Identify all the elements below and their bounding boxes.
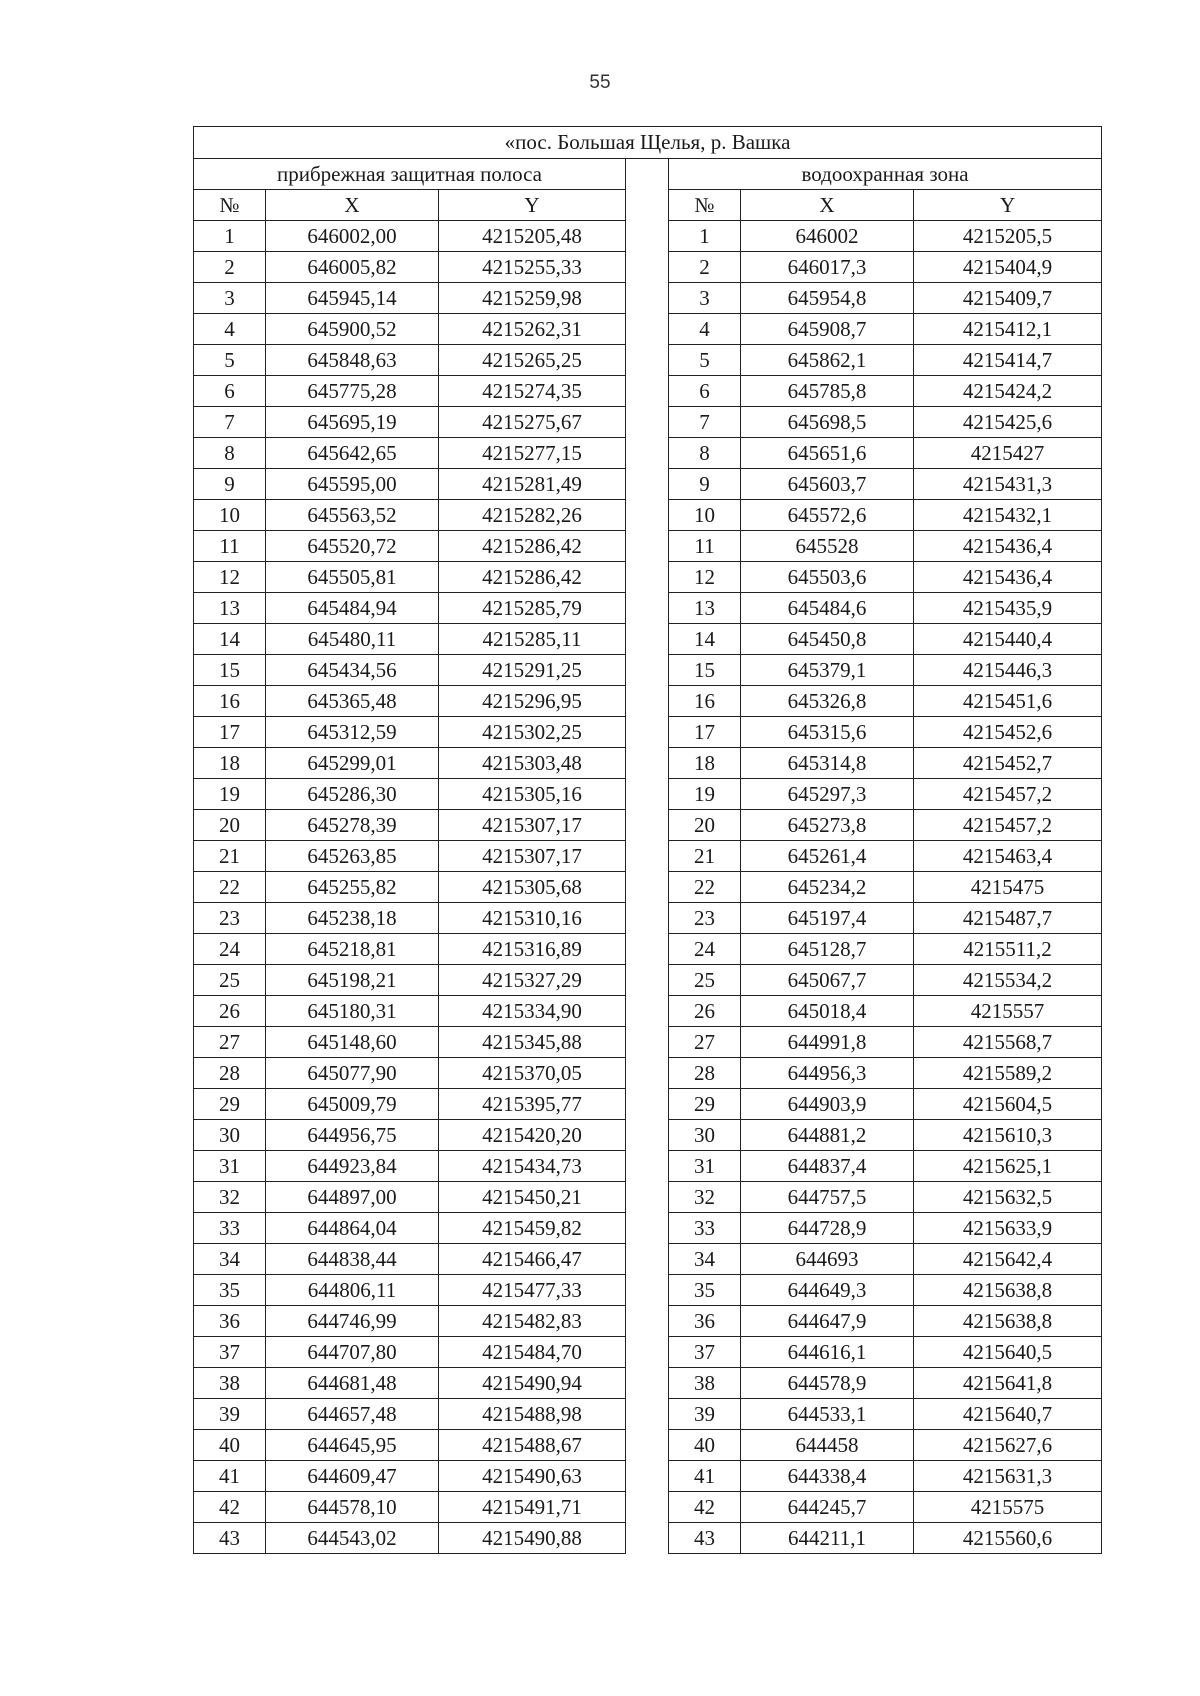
left-x-value: 645218,81: [266, 934, 439, 965]
left-y-value: 4215296,95: [439, 686, 626, 717]
left-x-value: 645480,11: [266, 624, 439, 655]
right-point-number: 15: [669, 655, 741, 686]
left-x-value: 645180,31: [266, 996, 439, 1027]
right-point-number: 5: [669, 345, 741, 376]
right-x-value: 645067,7: [741, 965, 914, 996]
right-x-value: 645315,6: [741, 717, 914, 748]
left-point-number: 4: [194, 314, 266, 345]
right-y-value: 4215560,6: [914, 1523, 1102, 1554]
right-x-value: 644533,1: [741, 1399, 914, 1430]
left-point-number: 14: [194, 624, 266, 655]
left-y-value: 4215490,88: [439, 1523, 626, 1554]
right-y-value: 4215625,1: [914, 1151, 1102, 1182]
left-x-value: 645434,56: [266, 655, 439, 686]
right-x-value: 645572,6: [741, 500, 914, 531]
left-y-value: 4215255,33: [439, 252, 626, 283]
left-point-number: 16: [194, 686, 266, 717]
left-y-value: 4215420,20: [439, 1120, 626, 1151]
left-point-number: 26: [194, 996, 266, 1027]
left-y-value: 4215490,63: [439, 1461, 626, 1492]
left-y-value: 4215286,42: [439, 562, 626, 593]
right-x-value: 644211,1: [741, 1523, 914, 1554]
right-y-value: 4215412,1: [914, 314, 1102, 345]
left-x-value: 646002,00: [266, 221, 439, 252]
right-x-value: 645603,7: [741, 469, 914, 500]
left-y-value: 4215282,26: [439, 500, 626, 531]
right-point-number: 17: [669, 717, 741, 748]
right-group-header: водоохранная зона: [669, 159, 1102, 190]
left-y-value: 4215450,21: [439, 1182, 626, 1213]
right-y-value: 4215435,9: [914, 593, 1102, 624]
left-x-value: 645238,18: [266, 903, 439, 934]
left-point-number: 36: [194, 1306, 266, 1337]
left-y-value: 4215277,15: [439, 438, 626, 469]
right-y-value: 4215575: [914, 1492, 1102, 1523]
left-header-y: Y: [439, 190, 626, 221]
left-x-value: 645312,59: [266, 717, 439, 748]
left-x-value: 644956,75: [266, 1120, 439, 1151]
right-y-value: 4215409,7: [914, 283, 1102, 314]
right-point-number: 30: [669, 1120, 741, 1151]
right-y-value: 4215557: [914, 996, 1102, 1027]
left-point-number: 37: [194, 1337, 266, 1368]
right-x-value: 644647,9: [741, 1306, 914, 1337]
right-point-number: 26: [669, 996, 741, 1027]
right-y-value: 4215205,5: [914, 221, 1102, 252]
right-y-value: 4215610,3: [914, 1120, 1102, 1151]
right-point-number: 24: [669, 934, 741, 965]
left-y-value: 4215305,16: [439, 779, 626, 810]
right-x-value: 644903,9: [741, 1089, 914, 1120]
right-y-value: 4215511,2: [914, 934, 1102, 965]
left-x-value: 645299,01: [266, 748, 439, 779]
right-x-value: 645018,4: [741, 996, 914, 1027]
left-point-number: 40: [194, 1430, 266, 1461]
left-y-value: 4215307,17: [439, 810, 626, 841]
left-x-value: 645642,65: [266, 438, 439, 469]
left-y-value: 4215490,94: [439, 1368, 626, 1399]
right-x-value: 645261,4: [741, 841, 914, 872]
right-y-value: 4215638,8: [914, 1306, 1102, 1337]
right-y-value: 4215568,7: [914, 1027, 1102, 1058]
left-x-value: 645484,94: [266, 593, 439, 624]
left-x-value: 645520,72: [266, 531, 439, 562]
right-x-value: 644458: [741, 1430, 914, 1461]
right-header-number: №: [669, 190, 741, 221]
right-x-value: 644728,9: [741, 1213, 914, 1244]
right-x-value: 644837,4: [741, 1151, 914, 1182]
left-x-value: 645900,52: [266, 314, 439, 345]
left-y-value: 4215459,82: [439, 1213, 626, 1244]
right-y-value: 4215475: [914, 872, 1102, 903]
right-point-number: 14: [669, 624, 741, 655]
right-y-value: 4215534,2: [914, 965, 1102, 996]
left-x-value: 645945,14: [266, 283, 439, 314]
column-gap: [626, 159, 669, 1554]
right-y-value: 4215633,9: [914, 1213, 1102, 1244]
left-y-value: 4215302,25: [439, 717, 626, 748]
left-point-number: 9: [194, 469, 266, 500]
right-x-value: 644956,3: [741, 1058, 914, 1089]
coordinates-table: [193, 126, 1102, 1554]
right-point-number: 12: [669, 562, 741, 593]
left-point-number: 32: [194, 1182, 266, 1213]
left-group-header: прибрежная защитная полоса: [194, 159, 626, 190]
right-point-number: 13: [669, 593, 741, 624]
right-point-number: 31: [669, 1151, 741, 1182]
right-point-number: 9: [669, 469, 741, 500]
right-point-number: 40: [669, 1430, 741, 1461]
right-y-value: 4215440,4: [914, 624, 1102, 655]
left-point-number: 22: [194, 872, 266, 903]
right-point-number: 18: [669, 748, 741, 779]
title-row: [194, 127, 1102, 159]
left-x-value: 644897,00: [266, 1182, 439, 1213]
left-y-value: 4215303,48: [439, 748, 626, 779]
left-header-x: X: [266, 190, 439, 221]
left-point-number: 41: [194, 1461, 266, 1492]
left-x-value: 645595,00: [266, 469, 439, 500]
right-x-value: 645197,4: [741, 903, 914, 934]
left-y-value: 4215484,70: [439, 1337, 626, 1368]
right-x-value: 645273,8: [741, 810, 914, 841]
right-x-value: 646017,3: [741, 252, 914, 283]
left-point-number: 13: [194, 593, 266, 624]
right-x-value: 644338,4: [741, 1461, 914, 1492]
right-point-number: 8: [669, 438, 741, 469]
right-y-value: 4215638,8: [914, 1275, 1102, 1306]
right-x-value: 645326,8: [741, 686, 914, 717]
left-y-value: 4215281,49: [439, 469, 626, 500]
right-x-value: 644616,1: [741, 1337, 914, 1368]
left-x-value: 645365,48: [266, 686, 439, 717]
right-point-number: 32: [669, 1182, 741, 1213]
right-y-value: 4215424,2: [914, 376, 1102, 407]
left-x-value: 644543,02: [266, 1523, 439, 1554]
left-point-number: 29: [194, 1089, 266, 1120]
left-point-number: 11: [194, 531, 266, 562]
group-header-row: [194, 159, 1102, 190]
left-y-value: 4215434,73: [439, 1151, 626, 1182]
table-body: [194, 127, 1102, 1554]
left-point-number: 6: [194, 376, 266, 407]
right-point-number: 19: [669, 779, 741, 810]
left-y-value: 4215285,11: [439, 624, 626, 655]
right-y-value: 4215627,6: [914, 1430, 1102, 1461]
left-point-number: 2: [194, 252, 266, 283]
right-y-value: 4215604,5: [914, 1089, 1102, 1120]
left-y-value: 4215291,25: [439, 655, 626, 686]
right-y-value: 4215425,6: [914, 407, 1102, 438]
left-x-value: 646005,82: [266, 252, 439, 283]
right-x-value: 645314,8: [741, 748, 914, 779]
right-point-number: 23: [669, 903, 741, 934]
left-point-number: 5: [194, 345, 266, 376]
left-point-number: 43: [194, 1523, 266, 1554]
left-x-value: 644923,84: [266, 1151, 439, 1182]
table-title: «пос. Большая Щелья, р. Вашка: [194, 127, 1102, 159]
right-x-value: 646002: [741, 221, 914, 252]
left-y-value: 4215305,68: [439, 872, 626, 903]
right-y-value: 4215642,4: [914, 1244, 1102, 1275]
left-y-value: 4215265,25: [439, 345, 626, 376]
right-point-number: 38: [669, 1368, 741, 1399]
right-point-number: 6: [669, 376, 741, 407]
right-y-value: 4215404,9: [914, 252, 1102, 283]
left-x-value: 645563,52: [266, 500, 439, 531]
left-point-number: 42: [194, 1492, 266, 1523]
right-point-number: 3: [669, 283, 741, 314]
right-x-value: 645908,7: [741, 314, 914, 345]
left-y-value: 4215327,29: [439, 965, 626, 996]
right-y-value: 4215436,4: [914, 562, 1102, 593]
right-x-value: 645698,5: [741, 407, 914, 438]
left-point-number: 15: [194, 655, 266, 686]
right-y-value: 4215487,7: [914, 903, 1102, 934]
right-y-value: 4215463,4: [914, 841, 1102, 872]
left-x-value: 644838,44: [266, 1244, 439, 1275]
right-x-value: 644881,2: [741, 1120, 914, 1151]
left-point-number: 17: [194, 717, 266, 748]
left-point-number: 12: [194, 562, 266, 593]
right-x-value: 644693: [741, 1244, 914, 1275]
left-y-value: 4215307,17: [439, 841, 626, 872]
right-y-value: 4215431,3: [914, 469, 1102, 500]
right-x-value: 644578,9: [741, 1368, 914, 1399]
right-point-number: 28: [669, 1058, 741, 1089]
right-x-value: 645128,7: [741, 934, 914, 965]
left-y-value: 4215316,89: [439, 934, 626, 965]
left-y-value: 4215205,48: [439, 221, 626, 252]
left-x-value: 645009,79: [266, 1089, 439, 1120]
right-point-number: 16: [669, 686, 741, 717]
right-point-number: 34: [669, 1244, 741, 1275]
right-x-value: 644649,3: [741, 1275, 914, 1306]
left-point-number: 1: [194, 221, 266, 252]
right-point-number: 36: [669, 1306, 741, 1337]
left-x-value: 645278,39: [266, 810, 439, 841]
left-x-value: 645263,85: [266, 841, 439, 872]
left-y-value: 4215477,33: [439, 1275, 626, 1306]
left-point-number: 35: [194, 1275, 266, 1306]
right-x-value: 645954,8: [741, 283, 914, 314]
right-x-value: 644991,8: [741, 1027, 914, 1058]
left-x-value: 644645,95: [266, 1430, 439, 1461]
left-point-number: 10: [194, 500, 266, 531]
left-x-value: 645695,19: [266, 407, 439, 438]
left-x-value: 644578,10: [266, 1492, 439, 1523]
right-point-number: 43: [669, 1523, 741, 1554]
left-y-value: 4215491,71: [439, 1492, 626, 1523]
left-point-number: 31: [194, 1151, 266, 1182]
right-point-number: 35: [669, 1275, 741, 1306]
right-y-value: 4215640,7: [914, 1399, 1102, 1430]
right-x-value: 645484,6: [741, 593, 914, 624]
left-x-value: 645848,63: [266, 345, 439, 376]
right-point-number: 10: [669, 500, 741, 531]
right-x-value: 645297,3: [741, 779, 914, 810]
page-number: 55: [589, 72, 611, 93]
left-y-value: 4215466,47: [439, 1244, 626, 1275]
right-point-number: 37: [669, 1337, 741, 1368]
right-y-value: 4215452,6: [914, 717, 1102, 748]
right-point-number: 21: [669, 841, 741, 872]
right-y-value: 4215432,1: [914, 500, 1102, 531]
right-x-value: 645450,8: [741, 624, 914, 655]
left-x-value: 644707,80: [266, 1337, 439, 1368]
left-x-value: 644806,11: [266, 1275, 439, 1306]
left-x-value: 645286,30: [266, 779, 439, 810]
left-y-value: 4215275,67: [439, 407, 626, 438]
left-x-value: 645255,82: [266, 872, 439, 903]
left-point-number: 7: [194, 407, 266, 438]
right-point-number: 33: [669, 1213, 741, 1244]
right-x-value: 645651,6: [741, 438, 914, 469]
right-header-x: X: [741, 190, 914, 221]
left-y-value: 4215370,05: [439, 1058, 626, 1089]
left-point-number: 8: [194, 438, 266, 469]
left-y-value: 4215334,90: [439, 996, 626, 1027]
left-x-value: 645775,28: [266, 376, 439, 407]
left-header-number: №: [194, 190, 266, 221]
right-point-number: 42: [669, 1492, 741, 1523]
left-y-value: 4215262,31: [439, 314, 626, 345]
right-x-value: 645503,6: [741, 562, 914, 593]
right-point-number: 27: [669, 1027, 741, 1058]
right-y-value: 4215452,7: [914, 748, 1102, 779]
left-y-value: 4215395,77: [439, 1089, 626, 1120]
left-y-value: 4215482,83: [439, 1306, 626, 1337]
right-point-number: 22: [669, 872, 741, 903]
right-y-value: 4215427: [914, 438, 1102, 469]
right-point-number: 11: [669, 531, 741, 562]
left-point-number: 28: [194, 1058, 266, 1089]
left-x-value: 645077,90: [266, 1058, 439, 1089]
left-point-number: 27: [194, 1027, 266, 1058]
left-x-value: 645198,21: [266, 965, 439, 996]
right-y-value: 4215446,3: [914, 655, 1102, 686]
right-x-value: 645862,1: [741, 345, 914, 376]
right-point-number: 39: [669, 1399, 741, 1430]
right-x-value: 644245,7: [741, 1492, 914, 1523]
left-point-number: 18: [194, 748, 266, 779]
right-point-number: 41: [669, 1461, 741, 1492]
right-y-value: 4215457,2: [914, 810, 1102, 841]
left-x-value: 645505,81: [266, 562, 439, 593]
left-y-value: 4215259,98: [439, 283, 626, 314]
right-y-value: 4215451,6: [914, 686, 1102, 717]
left-y-value: 4215274,35: [439, 376, 626, 407]
left-point-number: 19: [194, 779, 266, 810]
left-point-number: 25: [194, 965, 266, 996]
right-point-number: 7: [669, 407, 741, 438]
left-point-number: 20: [194, 810, 266, 841]
left-point-number: 39: [194, 1399, 266, 1430]
right-y-value: 4215457,2: [914, 779, 1102, 810]
right-point-number: 4: [669, 314, 741, 345]
right-point-number: 25: [669, 965, 741, 996]
left-point-number: 34: [194, 1244, 266, 1275]
left-x-value: 645148,60: [266, 1027, 439, 1058]
left-x-value: 644746,99: [266, 1306, 439, 1337]
left-x-value: 644681,48: [266, 1368, 439, 1399]
right-y-value: 4215640,5: [914, 1337, 1102, 1368]
left-x-value: 644657,48: [266, 1399, 439, 1430]
left-point-number: 24: [194, 934, 266, 965]
left-x-value: 644609,47: [266, 1461, 439, 1492]
right-point-number: 2: [669, 252, 741, 283]
right-y-value: 4215631,3: [914, 1461, 1102, 1492]
right-y-value: 4215414,7: [914, 345, 1102, 376]
right-point-number: 1: [669, 221, 741, 252]
left-point-number: 38: [194, 1368, 266, 1399]
right-y-value: 4215436,4: [914, 531, 1102, 562]
left-y-value: 4215285,79: [439, 593, 626, 624]
left-y-value: 4215488,67: [439, 1430, 626, 1461]
left-point-number: 33: [194, 1213, 266, 1244]
right-y-value: 4215589,2: [914, 1058, 1102, 1089]
left-point-number: 23: [194, 903, 266, 934]
right-point-number: 29: [669, 1089, 741, 1120]
right-x-value: 645528: [741, 531, 914, 562]
left-point-number: 30: [194, 1120, 266, 1151]
left-y-value: 4215488,98: [439, 1399, 626, 1430]
left-y-value: 4215345,88: [439, 1027, 626, 1058]
left-x-value: 644864,04: [266, 1213, 439, 1244]
left-point-number: 21: [194, 841, 266, 872]
right-header-y: Y: [914, 190, 1102, 221]
right-x-value: 645234,2: [741, 872, 914, 903]
left-y-value: 4215310,16: [439, 903, 626, 934]
right-y-value: 4215641,8: [914, 1368, 1102, 1399]
right-x-value: 645379,1: [741, 655, 914, 686]
left-point-number: 3: [194, 283, 266, 314]
left-y-value: 4215286,42: [439, 531, 626, 562]
right-x-value: 645785,8: [741, 376, 914, 407]
right-y-value: 4215632,5: [914, 1182, 1102, 1213]
right-point-number: 20: [669, 810, 741, 841]
right-x-value: 644757,5: [741, 1182, 914, 1213]
